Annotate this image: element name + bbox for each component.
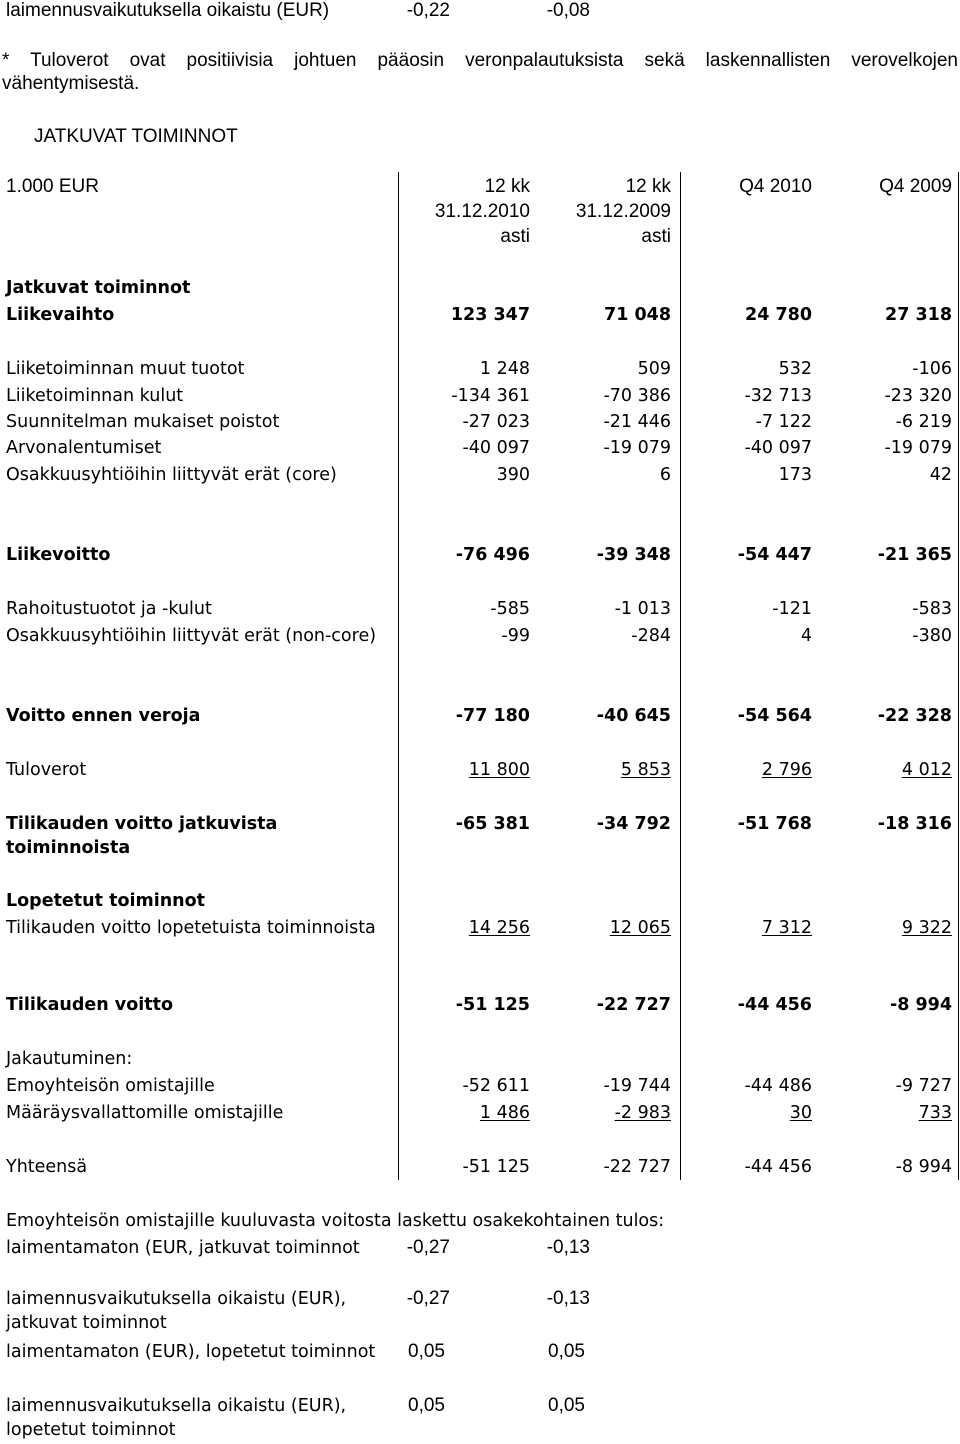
financial-items-q4-2009: -583 (912, 599, 952, 619)
eps-diluted-discontinued-2009: 0,05 (548, 1395, 585, 1416)
eps-diluted-continuing-label-line2: jatkuvat toiminnot (6, 1313, 167, 1333)
associates-noncore-2009: -284 (631, 626, 671, 646)
income-taxes-q4-2009-cell (830, 759, 952, 781)
header-col1-line2: 31.12.2010 (434, 201, 530, 222)
associates-core-q4-2010: 173 (778, 465, 812, 485)
continuing-ops-heading: Jatkuvat toiminnot (6, 278, 191, 298)
revenue-2009: 71 048 (604, 305, 671, 325)
eps-basic-discontinued-label: laimentamaton (EUR), lopetetut toiminnot (6, 1342, 376, 1362)
profit-before-tax-q4-2010: -54 564 (737, 706, 812, 726)
profit-discontinued-q4-2009-cell (830, 917, 952, 939)
associates-noncore-label: Osakkuusyhtiöihin liittyvät erät (non-core) (6, 626, 377, 646)
profit-before-tax-2010: -77 180 (455, 706, 530, 726)
profit-discontinued-2010-cell (400, 917, 530, 939)
revenue-q4-2009: 27 318 (885, 305, 952, 325)
profit-before-tax-2009: -40 645 (596, 706, 671, 726)
parent-owners-2010: -52 611 (462, 1076, 530, 1096)
section-title: JATKUVAT TOIMINNOT (34, 126, 238, 147)
other-income-q4-2009: -106 (912, 359, 952, 379)
associates-core-label: Osakkuusyhtiöihin liittyvät erät (core) (6, 465, 337, 485)
total-2009: -22 727 (603, 1157, 671, 1177)
parent-owners-q4-2009: -9 727 (895, 1076, 952, 1096)
impairments-2009: -19 079 (603, 438, 671, 458)
operating-expenses-label: Liiketoiminnan kulut (6, 386, 184, 406)
financial-items-2009: -1 013 (614, 599, 671, 619)
revenue-label: Liikevaihto (6, 305, 115, 325)
depreciation-2009: -21 446 (603, 412, 671, 432)
operating-expenses-q4-2010: -32 713 (744, 386, 812, 406)
impairments-label: Arvonalentumiset (6, 438, 162, 458)
income-taxes-q4-2009: 4 012 (901, 760, 952, 780)
profit-continuing-label-line1: Tilikauden voitto jatkuvista (6, 814, 278, 834)
income-taxes-2010-cell (400, 759, 530, 781)
operating-profit-label: Liikevoitto (6, 545, 111, 565)
total-2010: -51 125 (462, 1157, 530, 1177)
profit-discontinued-q4-2009: 9 322 (901, 918, 952, 938)
operating-expenses-2010: -134 361 (451, 386, 530, 406)
income-taxes-label: Tuloverot (6, 760, 87, 780)
associates-noncore-2010: -99 (501, 626, 530, 646)
total-q4-2009: -8 994 (895, 1157, 952, 1177)
other-income-label: Liiketoiminnan muut tuotot (6, 359, 245, 379)
non-controlling-q4-2009-cell (830, 1102, 952, 1124)
footnote-line-1: * Tuloverot ovat positiivisia johtuen pääosin veronpalautuksista sekä laskennallisten verovelkojen (2, 50, 958, 71)
non-controlling-2010-cell (400, 1102, 530, 1124)
eps-diluted-discontinued-2010: 0,05 (408, 1395, 445, 1416)
non-controlling-q4-2009: 733 (918, 1103, 952, 1123)
revenue-q4-2010: 24 780 (745, 305, 812, 325)
eps-diluted-discontinued-label-line2: lopetetut toiminnot (6, 1420, 176, 1440)
operating-profit-q4-2009: -21 365 (877, 545, 952, 565)
non-controlling-q4-2010: 30 (789, 1103, 812, 1123)
parent-owners-q4-2010: -44 486 (744, 1076, 812, 1096)
eps-title: Emoyhteisön omistajille kuuluvasta voitosta laskettu osakekohtainen tulos: (6, 1211, 665, 1231)
financial-items-label: Rahoitustuotot ja -kulut (6, 599, 212, 619)
profit-before-tax-label: Voitto ennen veroja (6, 706, 201, 726)
other-income-q4-2010: 532 (778, 359, 812, 379)
header-col3: Q4 2010 (739, 176, 812, 197)
eps-basic-continuing-2009: -0,13 (546, 1237, 590, 1258)
discontinued-ops-heading: Lopetetut toiminnot (6, 891, 206, 911)
non-controlling-2010: 1 486 (479, 1103, 530, 1123)
eps-basic-continuing-2010: -0,27 (406, 1237, 450, 1258)
depreciation-q4-2010: -7 122 (755, 412, 812, 432)
footnote-line-2: vähentymisestä. (2, 73, 140, 94)
operating-profit-2010: -76 496 (455, 545, 530, 565)
financial-items-q4-2010: -121 (772, 599, 812, 619)
distribution-heading: Jakautuminen: (6, 1049, 133, 1069)
eps-basic-discontinued-2009: 0,05 (548, 1341, 585, 1362)
income-taxes-q4-2010-cell (690, 759, 812, 781)
profit-discontinued-2009-cell (540, 917, 671, 939)
non-controlling-2009-cell (540, 1102, 671, 1124)
column-divider-2 (680, 172, 681, 1180)
impairments-q4-2009: -19 079 (884, 438, 952, 458)
profit-before-tax-q4-2009: -22 328 (877, 706, 952, 726)
profit-continuing-q4-2009: -18 316 (877, 814, 952, 834)
header-col2-line2: 31.12.2009 (575, 201, 671, 222)
income-taxes-q4-2010: 2 796 (761, 760, 812, 780)
depreciation-q4-2009: -6 219 (895, 412, 952, 432)
associates-core-2009: 6 (659, 465, 671, 485)
associates-core-q4-2009: 42 (929, 465, 952, 485)
profit-discontinued-2009: 12 065 (609, 918, 671, 938)
header-col1-line1: 12 kk (484, 176, 530, 197)
net-profit-2009: -22 727 (596, 995, 671, 1015)
operating-profit-2009: -39 348 (596, 545, 671, 565)
operating-profit-q4-2010: -54 447 (737, 545, 812, 565)
impairments-2010: -40 097 (462, 438, 530, 458)
income-taxes-2009: 5 853 (620, 760, 671, 780)
profit-discontinued-label: Tilikauden voitto lopetetuista toiminnoista (6, 918, 376, 938)
other-income-2010: 1 248 (479, 359, 530, 379)
non-controlling-label: Määräysvallattomille omistajille (6, 1103, 284, 1123)
depreciation-label: Suunnitelman mukaiset poistot (6, 412, 280, 432)
impairments-q4-2010: -40 097 (744, 438, 812, 458)
profit-continuing-q4-2010: -51 768 (737, 814, 812, 834)
revenue-2010: 123 347 (450, 305, 530, 325)
non-controlling-2009: -2 983 (614, 1103, 671, 1123)
financial-items-2010: -585 (490, 599, 530, 619)
profit-continuing-2009: -34 792 (596, 814, 671, 834)
total-label: Yhteensä (6, 1157, 88, 1177)
total-q4-2010: -44 456 (744, 1157, 812, 1177)
eps-diluted-continuing-2009: -0,13 (546, 1288, 590, 1309)
net-profit-2010: -51 125 (455, 995, 530, 1015)
associates-noncore-q4-2010: 4 (800, 626, 812, 646)
header-col2-line3: asti (641, 226, 671, 247)
income-taxes-2009-cell (540, 759, 671, 781)
unit-label: 1.000 EUR (6, 176, 99, 197)
eps-diluted-discontinued-label-line1: laimennusvaikutuksella oikaistu (EUR), (6, 1396, 347, 1416)
column-divider-1 (398, 172, 399, 1180)
operating-expenses-2009: -70 386 (603, 386, 671, 406)
profit-discontinued-q4-2010: 7 312 (761, 918, 812, 938)
parent-owners-2009: -19 744 (603, 1076, 671, 1096)
profit-discontinued-q4-2010-cell (690, 917, 812, 939)
parent-owners-label: Emoyhteisön omistajille (6, 1076, 215, 1096)
income-taxes-2010: 11 800 (468, 760, 530, 780)
header-col1-line3: asti (500, 226, 530, 247)
non-controlling-q4-2010-cell (690, 1102, 812, 1124)
eps-diluted-label: laimennusvaikutuksella oikaistu (EUR) (6, 0, 330, 21)
eps-basic-continuing-label: laimentamaton (EUR, jatkuvat toiminnot (6, 1238, 360, 1258)
column-divider-3 (958, 172, 959, 1180)
associates-core-2010: 390 (496, 465, 530, 485)
header-col4: Q4 2009 (879, 176, 952, 197)
eps-diluted-continuing-label-line1: laimennusvaikutuksella oikaistu (EUR), (6, 1289, 347, 1309)
profit-continuing-2010: -65 381 (455, 814, 530, 834)
eps-diluted-value-2010: -0,22 (406, 0, 450, 21)
net-profit-q4-2010: -44 456 (737, 995, 812, 1015)
net-profit-label: Tilikauden voitto (6, 995, 173, 1015)
net-profit-q4-2009: -8 994 (889, 995, 952, 1015)
operating-expenses-q4-2009: -23 320 (884, 386, 952, 406)
other-income-2009: 509 (637, 359, 671, 379)
profit-continuing-label-line2: toiminnoista (6, 838, 131, 858)
eps-diluted-continuing-2010: -0,27 (406, 1288, 450, 1309)
header-col2-line1: 12 kk (625, 176, 671, 197)
depreciation-2010: -27 023 (462, 412, 530, 432)
eps-diluted-value-2009: -0,08 (546, 0, 590, 21)
eps-basic-discontinued-2010: 0,05 (408, 1341, 445, 1362)
associates-noncore-q4-2009: -380 (912, 626, 952, 646)
profit-discontinued-2010: 14 256 (468, 918, 530, 938)
